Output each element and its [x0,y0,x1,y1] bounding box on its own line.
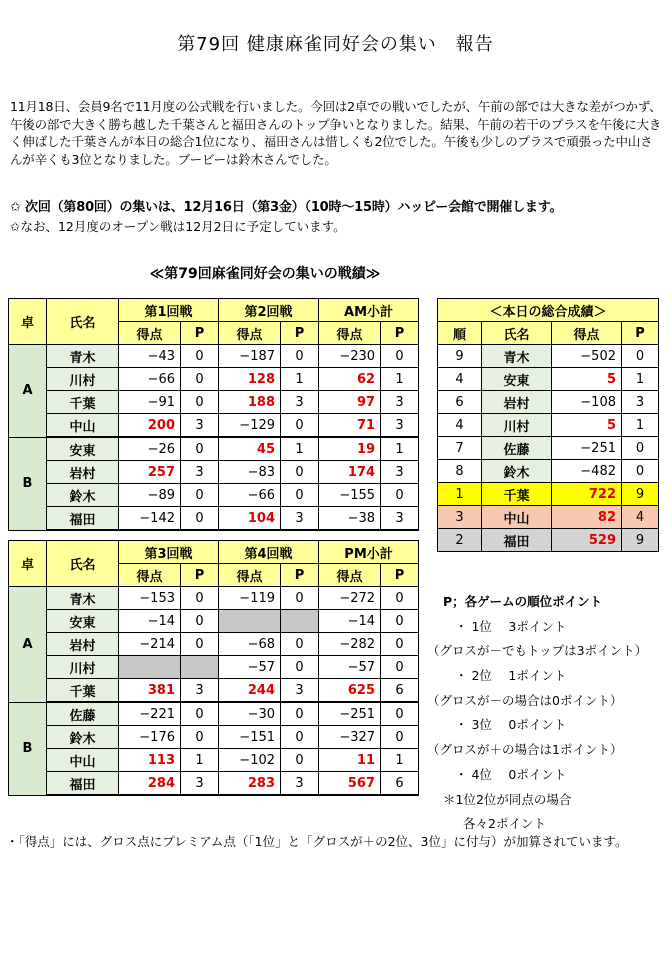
header-p: P [281,564,319,587]
point-cell: 1 [381,749,419,772]
player-name: 川村 [47,656,119,679]
point-cell: 3 [281,772,319,796]
score-cell: −482 [552,460,622,483]
score-cell: −43 [119,345,181,368]
table-row [9,749,419,772]
table-row [438,506,659,529]
header-name: 氏名 [47,541,119,587]
score-cell: 529 [552,529,622,552]
point-cell: 0 [181,437,219,461]
table-group-cell: A [9,345,47,438]
score-cell: −142 [119,507,181,531]
score-cell: 200 [119,414,181,438]
score-cell: −30 [219,702,281,726]
legend-line: ・ 2位 1ポイント [455,668,567,684]
point-cell: 0 [181,702,219,726]
header-table: 卓 [9,299,47,345]
player-name: 中山 [482,506,552,529]
header-table: 卓 [9,541,47,587]
header-game1: 第1回戦 [119,299,219,322]
score-cell: 71 [319,414,381,438]
player-name: 中山 [47,749,119,772]
score-cell: −14 [119,610,181,633]
player-name: 鈴木 [47,484,119,507]
table-row [9,345,419,368]
score-cell: 113 [119,749,181,772]
table-row [9,391,419,414]
point-cell: 3 [181,679,219,703]
table-group-cell: B [9,437,47,530]
score-cell: −176 [119,726,181,749]
legend-line: 各々2ポイント [463,816,546,832]
point-cell: 3 [381,461,419,484]
point-cell [181,656,219,679]
overall-title: ＜本日の総合成績＞ [438,299,659,322]
point-cell: 0 [622,345,659,368]
score-cell: −102 [219,749,281,772]
player-name: 川村 [47,368,119,391]
overall-results-table [437,298,659,552]
score-cell: −66 [119,368,181,391]
point-cell: 0 [381,633,419,656]
header-game4: 第4回戦 [219,541,319,564]
score-cell: −14 [319,610,381,633]
header-score: 得点 [219,564,281,587]
point-cell: 0 [622,437,659,460]
rank-cell: 3 [438,506,482,529]
score-cell: −251 [319,702,381,726]
score-cell: 283 [219,772,281,796]
point-cell: 9 [622,529,659,552]
player-name: 千葉 [482,483,552,506]
table-row [438,460,659,483]
table-row [9,414,419,438]
table-row [9,633,419,656]
score-cell: 62 [319,368,381,391]
header-game3: 第3回戦 [119,541,219,564]
table-row [438,414,659,437]
player-name: 中山 [47,414,119,438]
score-cell: −155 [319,484,381,507]
point-cell: 0 [281,726,319,749]
player-name: 岩村 [47,461,119,484]
player-name: 福田 [482,529,552,552]
table-row [9,726,419,749]
header-game2: 第2回戦 [219,299,319,322]
score-cell: −57 [219,656,281,679]
player-name: 鈴木 [47,726,119,749]
table-group-cell: A [9,587,47,703]
player-name: 鈴木 [482,460,552,483]
table-row [438,391,659,414]
table-row [9,437,419,461]
point-cell: 3 [381,391,419,414]
footnote: ・「得点」には、グロス点にプレミアム点（「1位」と「グロスが＋の2位、3位」に付与）が加算されています。 [6,834,628,849]
point-cell: 0 [181,610,219,633]
table-row [9,461,419,484]
point-cell: 6 [381,679,419,703]
score-cell: −214 [119,633,181,656]
header-score: 得点 [319,322,381,345]
point-cell: 0 [181,587,219,610]
intro-paragraph: 11月18日、会員9名で11月度の公式戦を行いました。今回は2卓での戦いでしたが、午前の部では大きな差がつかず、午後の部で大きく勝ち越した千葉さんと福田さんのトップ争いとなりました。結果、午前の若干のプラスを午後に大きく伸ばした千葉さんが本日の総合1位になり、福田さんは惜しくも2位でした。午後も少しのプラスで頑張った中山さんが辛くも3位となりました。ブービーは鈴木さんでした。 [10,99,662,167]
score-cell: 128 [219,368,281,391]
header-score: 得点 [219,322,281,345]
legend-line: ・ 4位 0ポイント [455,766,567,782]
score-cell: −502 [552,345,622,368]
player-name: 川村 [482,414,552,437]
table-row [438,345,659,368]
player-name: 岩村 [482,391,552,414]
header-name: 氏名 [482,322,552,345]
legend-line: （グロスが＋の場合は1ポイント） [427,742,623,758]
rank-cell: 9 [438,345,482,368]
point-cell: 9 [622,483,659,506]
header-p: P [281,322,319,345]
point-cell: 3 [281,679,319,703]
rank-cell: 6 [438,391,482,414]
score-cell: −153 [119,587,181,610]
rank-cell: 4 [438,368,482,391]
score-cell: 5 [552,414,622,437]
player-name: 安東 [482,368,552,391]
score-cell: −66 [219,484,281,507]
score-cell: 45 [219,437,281,461]
player-name: 岩村 [47,633,119,656]
point-cell: 0 [622,460,659,483]
score-cell: 82 [552,506,622,529]
legend-line: （グロスが－でもトップは3ポイント） [427,643,648,659]
header-p: P [181,322,219,345]
score-cell: −57 [319,656,381,679]
point-cell: 3 [181,414,219,438]
score-cell: −38 [319,507,381,531]
point-cell: 1 [622,368,659,391]
header-p: P [381,564,419,587]
legend-line: ・ 1位 3ポイント [455,618,567,634]
point-cell: 0 [281,345,319,368]
score-cell: 244 [219,679,281,703]
score-cell: −187 [219,345,281,368]
point-cell: 0 [381,726,419,749]
player-name: 福田 [47,507,119,531]
rank-cell: 1 [438,483,482,506]
results-title: ≪第79回麻雀同好会の集いの戦績≫ [149,266,381,282]
score-cell: −327 [319,726,381,749]
header-score: 得点 [119,564,181,587]
point-cell: 0 [381,610,419,633]
point-cell: 3 [622,391,659,414]
player-name: 福田 [47,772,119,796]
score-cell: 104 [219,507,281,531]
player-name: 安東 [47,437,119,461]
point-cell: 0 [281,702,319,726]
point-cell: 0 [281,414,319,438]
header-name: 氏名 [47,299,119,345]
header-p: P [622,322,659,345]
score-cell: −129 [219,414,281,438]
point-cell: 0 [381,656,419,679]
header-score: 得点 [119,322,181,345]
point-cell: 3 [281,507,319,531]
player-name: 佐藤 [482,437,552,460]
score-cell: 19 [319,437,381,461]
table-row [438,483,659,506]
score-cell: 284 [119,772,181,796]
point-cell: 1 [281,437,319,461]
header-subtotal: AM小計 [319,299,419,322]
pm-results-table [8,540,419,796]
point-cell: 3 [381,507,419,531]
table-row [9,679,419,703]
score-cell: −108 [552,391,622,414]
point-cell: 0 [381,484,419,507]
point-cell: 0 [381,587,419,610]
point-cell: 4 [622,506,659,529]
point-cell: 0 [181,391,219,414]
table-row [438,529,659,552]
score-cell: −26 [119,437,181,461]
score-cell: 625 [319,679,381,703]
score-cell [219,610,281,633]
score-cell: 174 [319,461,381,484]
am-results-table [8,298,419,531]
page-title: 第79回 健康麻雀同好会の集い 報告 [177,34,494,55]
table-row [9,702,419,726]
point-cell: 0 [181,507,219,531]
point-cell: 0 [181,368,219,391]
header-score: 得点 [319,564,381,587]
score-cell: −272 [319,587,381,610]
header-p: P [181,564,219,587]
score-cell: 97 [319,391,381,414]
next-meeting-notice: ✩ 次回（第80回）の集いは、12月16日（第3金）（10時～15時）ハッピー会館で開催します。 [10,200,563,215]
player-name: 安東 [47,610,119,633]
table-row [9,610,419,633]
point-cell: 3 [381,414,419,438]
point-cell: 0 [281,461,319,484]
point-cell: 3 [181,461,219,484]
legend-title: P；各ゲームの順位ポイント [443,594,603,609]
header-rank: 順 [438,322,482,345]
legend-line: ＊1位2位が同点の場合 [443,791,572,807]
point-cell: 0 [181,633,219,656]
header-subtotal: PM小計 [319,541,419,564]
table-group-cell: B [9,702,47,795]
point-cell: 0 [181,726,219,749]
score-cell [119,656,181,679]
score-cell: 5 [552,368,622,391]
score-cell: −282 [319,633,381,656]
point-cell: 1 [381,437,419,461]
legend-line: （グロスが－の場合は0ポイント） [427,692,623,708]
rank-cell: 8 [438,460,482,483]
table-row [438,437,659,460]
rank-cell: 4 [438,414,482,437]
score-cell: −89 [119,484,181,507]
score-cell: −230 [319,345,381,368]
point-cell: 0 [181,345,219,368]
score-cell: −251 [552,437,622,460]
table-row [9,507,419,531]
point-cell: 3 [181,772,219,796]
player-name: 千葉 [47,679,119,703]
point-cell: 0 [281,587,319,610]
header-p: P [381,322,419,345]
point-cell: 1 [181,749,219,772]
point-cell: 0 [281,749,319,772]
legend-line: ・ 3位 0ポイント [455,717,567,733]
point-cell: 0 [181,484,219,507]
player-name: 青木 [47,345,119,368]
table-row [9,484,419,507]
table-row [9,656,419,679]
table-row [9,772,419,796]
score-cell: −119 [219,587,281,610]
table-row [9,368,419,391]
point-cell: 0 [381,702,419,726]
point-cell: 0 [281,484,319,507]
player-name: 佐藤 [47,702,119,726]
score-cell: −221 [119,702,181,726]
point-cell: 1 [281,368,319,391]
header-score: 得点 [552,322,622,345]
point-cell: 0 [381,345,419,368]
point-cell [281,610,319,633]
table-row [438,368,659,391]
score-cell: −91 [119,391,181,414]
player-name: 青木 [47,587,119,610]
point-cell: 0 [281,633,319,656]
rank-cell: 7 [438,437,482,460]
score-cell: −68 [219,633,281,656]
player-name: 青木 [482,345,552,368]
open-game-notice: ✩なお、12月度のオープン戦は12月2日に予定しています。 [10,219,346,234]
score-cell: 257 [119,461,181,484]
score-cell: −151 [219,726,281,749]
rank-cell: 2 [438,529,482,552]
score-cell: 11 [319,749,381,772]
point-cell: 1 [381,368,419,391]
point-cell: 6 [381,772,419,796]
score-cell: 188 [219,391,281,414]
points-legend [425,590,655,837]
score-cell: 381 [119,679,181,703]
score-cell: −83 [219,461,281,484]
table-row [9,587,419,610]
point-cell: 0 [281,656,319,679]
point-cell: 1 [622,414,659,437]
player-name: 千葉 [47,391,119,414]
point-cell: 3 [281,391,319,414]
score-cell: 722 [552,483,622,506]
score-cell: 567 [319,772,381,796]
